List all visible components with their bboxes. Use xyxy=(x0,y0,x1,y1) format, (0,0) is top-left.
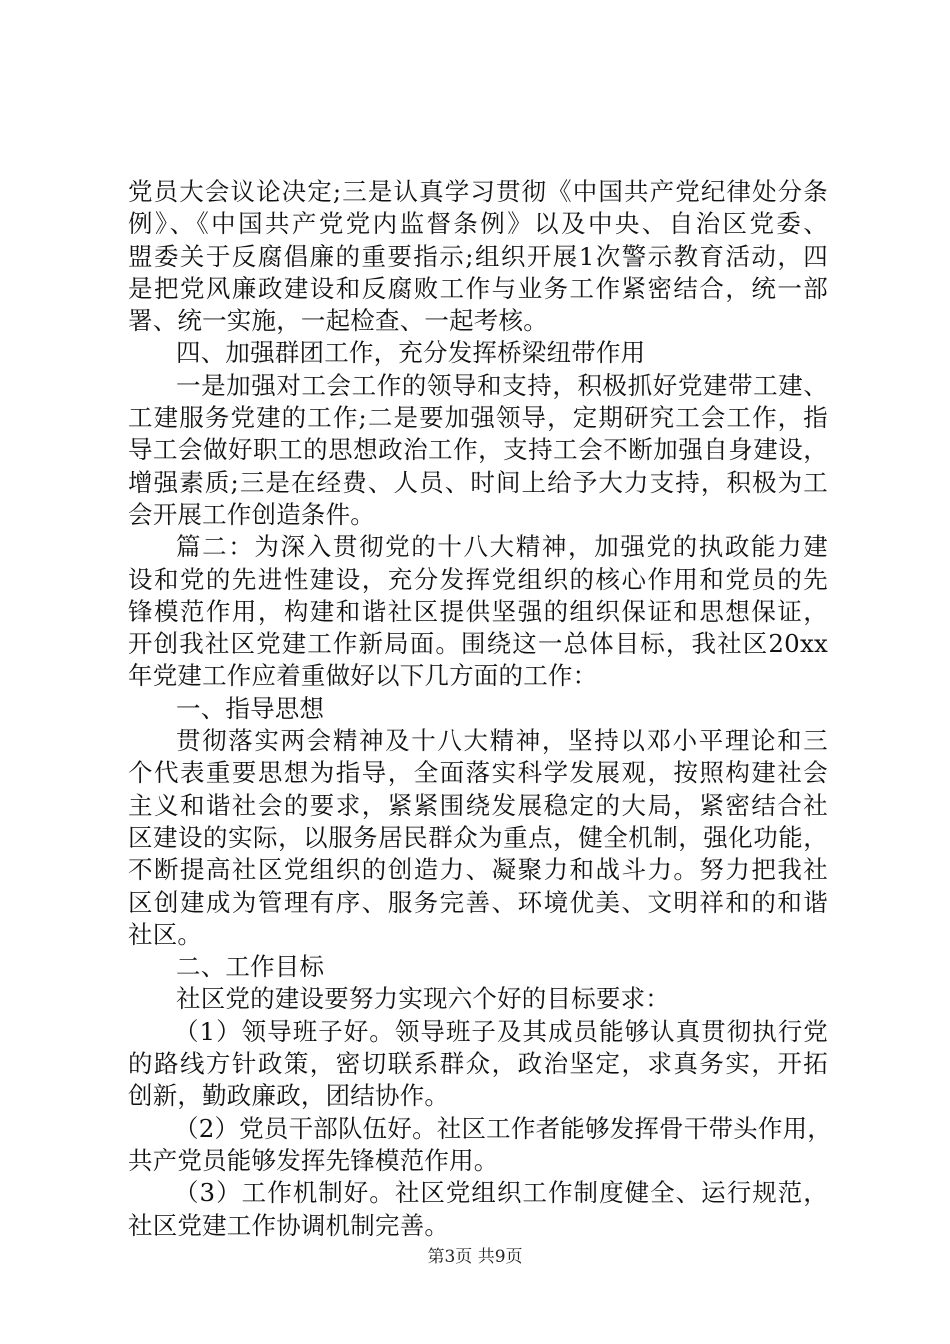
text-line: 创新，勤政廉政，团结协作。 xyxy=(128,1081,450,1111)
text-line: 篇二：为深入贯彻党的十八大精神，加强党的执政能力建 xyxy=(176,532,828,562)
text-line: （1）领导班子好。领导班子及其成员能够认真贯彻执行党 xyxy=(174,1016,828,1046)
text-line: 共产党员能够发挥先锋模范作用。 xyxy=(128,1145,499,1175)
text-line: 例》、《中国共产党党内监督条例》以及中央、自治区党委、 xyxy=(128,209,828,239)
text-line: 年党建工作应着重做好以下几方面的工作： xyxy=(128,661,598,691)
text-line: 区创建成为管理有序、服务完善、环境优美、文明祥和的和谐 xyxy=(128,887,828,917)
text-line: 开创我社区党建工作新局面。围绕这一总体目标，我社区20xx xyxy=(128,629,828,659)
document-body xyxy=(128,176,832,1242)
text-line: 工建服务党建的工作;二是要加强领导，定期研究工会工作，指 xyxy=(128,403,828,433)
text-line: 个代表重要思想为指导，全面落实科学发展观，按照构建社会 xyxy=(128,758,828,788)
text-line: 设和党的先进性建设，充分发挥党组织的核心作用和党员的先 xyxy=(128,564,828,594)
text-line: 导工会做好职工的思想政治工作，支持工会不断加强自身建设， xyxy=(128,435,828,465)
text-line: 的路线方针政策，密切联系群众，政治坚定，求真务实，开拓 xyxy=(128,1049,828,1079)
text-line: 贯彻落实两会精神及十八大精神，坚持以邓小平理论和三 xyxy=(176,726,828,756)
text-line: 区建设的实际，以服务居民群众为重点，健全机制，强化功能， xyxy=(128,822,828,852)
text-line: 署、统一实施，一起检查、一起考核。 xyxy=(128,306,548,336)
text-line: 社区党建工作协调机制完善。 xyxy=(128,1210,450,1240)
text-line: 二、工作目标 xyxy=(176,952,325,982)
text-line: （3）工作机制好。社区党组织工作制度健全、运行规范， xyxy=(174,1178,828,1208)
text-line: 增强素质;三是在经费、人员、时间上给予大力支持，积极为工 xyxy=(128,467,828,497)
text-line: 一是加强对工会工作的领导和支持，积极抓好党建带工建、 xyxy=(176,370,828,400)
text-line: 一、指导思想 xyxy=(176,693,325,723)
text-line: 会开展工作创造条件。 xyxy=(128,499,375,529)
text-line: 四、加强群团工作，充分发挥桥梁纽带作用 xyxy=(176,338,646,368)
text-line: （2）党员干部队伍好。社区工作者能够发挥骨干带头作用， xyxy=(174,1113,832,1143)
text-line: 不断提高社区党组织的创造力、凝聚力和战斗力。努力把我社 xyxy=(128,855,828,885)
text-line: 盟委关于反腐倡廉的重要指示;组织开展1次警示教育活动，四 xyxy=(128,241,828,271)
text-line: 社区。 xyxy=(128,919,203,949)
text-line: 锋模范作用，构建和谐社区提供坚强的组织保证和思想保证， xyxy=(128,596,828,626)
text-line: 是把党风廉政建设和反腐败工作与业务工作紧密结合，统一部 xyxy=(128,273,828,303)
text-line: 社区党的建设要努力实现六个好的目标要求： xyxy=(176,984,670,1014)
text-line: 党员大会议论决定;三是认真学习贯彻《中国共产党纪律处分条 xyxy=(128,177,828,206)
page-footer: 第3页 共9页 xyxy=(427,1247,523,1267)
text-line: 主义和谐社会的要求，紧紧围绕发展稳定的大局，紧密结合社 xyxy=(128,790,828,820)
